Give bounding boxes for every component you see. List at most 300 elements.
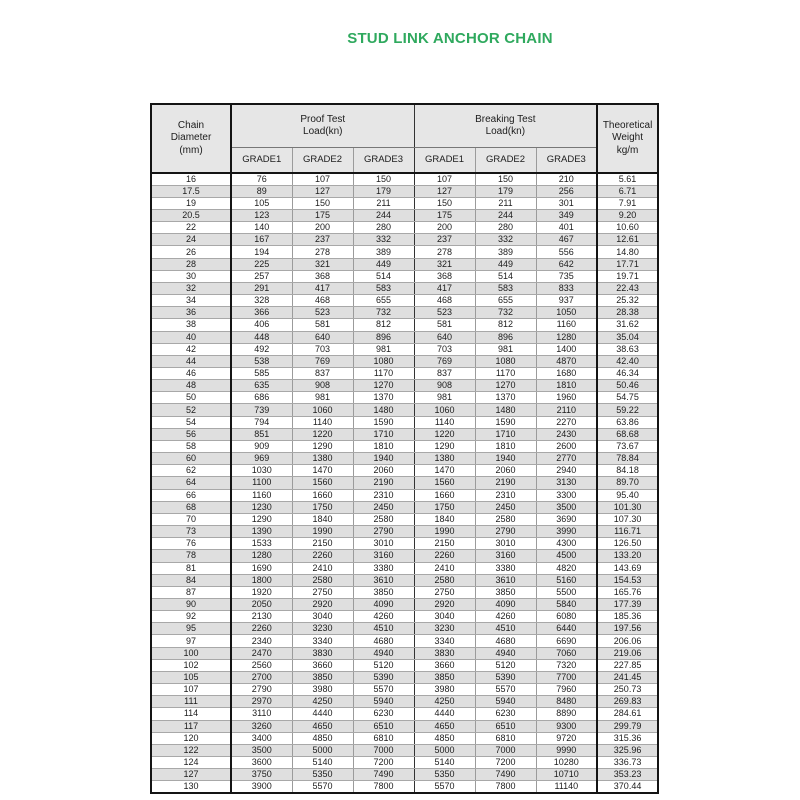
table-cell: 366 bbox=[231, 307, 292, 319]
table-cell: 30 bbox=[151, 270, 231, 282]
table-row bbox=[151, 392, 658, 404]
header-breaking-grade3: GRADE3 bbox=[536, 148, 597, 174]
table-cell: 175 bbox=[292, 209, 353, 221]
table-cell: 3010 bbox=[475, 538, 536, 550]
table-cell: 7800 bbox=[475, 781, 536, 793]
table-row bbox=[151, 234, 658, 246]
table-cell: 3980 bbox=[414, 684, 475, 696]
table-cell: 150 bbox=[292, 197, 353, 209]
table-cell: 48 bbox=[151, 380, 231, 392]
table-cell: 101.30 bbox=[597, 501, 658, 513]
table-cell: 90 bbox=[151, 598, 231, 610]
table-cell: 9.20 bbox=[597, 209, 658, 221]
table-cell: 1590 bbox=[475, 416, 536, 428]
table-cell: 10710 bbox=[536, 769, 597, 781]
table-row bbox=[151, 671, 658, 683]
table-cell: 76 bbox=[231, 173, 292, 185]
table-cell: 1660 bbox=[292, 489, 353, 501]
table-cell: 2580 bbox=[414, 574, 475, 586]
table-cell: 349 bbox=[536, 209, 597, 221]
table-cell: 837 bbox=[292, 368, 353, 380]
table-cell: 206.06 bbox=[597, 635, 658, 647]
table-cell: 124 bbox=[151, 757, 231, 769]
table-cell: 200 bbox=[292, 222, 353, 234]
table-cell: 3230 bbox=[292, 623, 353, 635]
table-cell: 1280 bbox=[231, 550, 292, 562]
table-cell: 583 bbox=[475, 282, 536, 294]
table-cell: 5140 bbox=[292, 757, 353, 769]
table-cell: 1990 bbox=[292, 526, 353, 538]
table-cell: 2340 bbox=[231, 635, 292, 647]
table-cell: 54 bbox=[151, 416, 231, 428]
table-cell: 981 bbox=[475, 343, 536, 355]
header-breaking-test-load: Breaking Test Load(kn) bbox=[414, 104, 597, 148]
table-cell: 3750 bbox=[231, 769, 292, 781]
table-row bbox=[151, 465, 658, 477]
table-cell: 2750 bbox=[292, 586, 353, 598]
table-cell: 8890 bbox=[536, 708, 597, 720]
table-cell: 175 bbox=[414, 209, 475, 221]
table-cell: 197.56 bbox=[597, 623, 658, 635]
table-cell: 31.62 bbox=[597, 319, 658, 331]
table-cell: 5570 bbox=[292, 781, 353, 793]
table-cell: 492 bbox=[231, 343, 292, 355]
table-cell: 1710 bbox=[475, 428, 536, 440]
table-cell: 241.45 bbox=[597, 671, 658, 683]
table-row bbox=[151, 404, 658, 416]
table-cell: 3130 bbox=[536, 477, 597, 489]
table-row bbox=[151, 343, 658, 355]
table-cell: 120 bbox=[151, 732, 231, 744]
table-cell: 1140 bbox=[292, 416, 353, 428]
header-theoretical-weight: Theoretical Weight kg/m bbox=[597, 104, 658, 173]
table-cell: 2430 bbox=[536, 428, 597, 440]
table-cell: 2790 bbox=[475, 526, 536, 538]
table-cell: 3850 bbox=[475, 586, 536, 598]
table-cell: 655 bbox=[353, 295, 414, 307]
table-cell: 686 bbox=[231, 392, 292, 404]
table-cell: 3340 bbox=[292, 635, 353, 647]
table-row bbox=[151, 440, 658, 452]
table-cell: 5.61 bbox=[597, 173, 658, 185]
table-cell: 16 bbox=[151, 173, 231, 185]
table-cell: 2410 bbox=[292, 562, 353, 574]
table-cell: 2060 bbox=[475, 465, 536, 477]
table-cell: 1170 bbox=[353, 368, 414, 380]
table-row bbox=[151, 781, 658, 793]
table-cell: 514 bbox=[475, 270, 536, 282]
table-cell: 219.06 bbox=[597, 647, 658, 659]
table-cell: 7000 bbox=[475, 744, 536, 756]
table-cell: 3690 bbox=[536, 513, 597, 525]
table-cell: 3610 bbox=[353, 574, 414, 586]
table-cell: 5940 bbox=[475, 696, 536, 708]
table-cell: 1480 bbox=[353, 404, 414, 416]
table-cell: 7490 bbox=[353, 769, 414, 781]
table-cell: 5000 bbox=[414, 744, 475, 756]
table-cell: 6080 bbox=[536, 611, 597, 623]
table-cell: 2060 bbox=[353, 465, 414, 477]
table-cell: 60 bbox=[151, 453, 231, 465]
table-cell: 468 bbox=[414, 295, 475, 307]
table-cell: 50 bbox=[151, 392, 231, 404]
table-row bbox=[151, 453, 658, 465]
table-cell: 735 bbox=[536, 270, 597, 282]
table-row bbox=[151, 684, 658, 696]
table-cell: 36 bbox=[151, 307, 231, 319]
table-row bbox=[151, 185, 658, 197]
table-row bbox=[151, 282, 658, 294]
table-cell: 1940 bbox=[475, 453, 536, 465]
table-cell: 133.20 bbox=[597, 550, 658, 562]
table-cell: 14.80 bbox=[597, 246, 658, 258]
table-cell: 9300 bbox=[536, 720, 597, 732]
table-cell: 68.68 bbox=[597, 428, 658, 440]
table-row bbox=[151, 623, 658, 635]
table-cell: 63.86 bbox=[597, 416, 658, 428]
table-cell: 11140 bbox=[536, 781, 597, 793]
table-cell: 1750 bbox=[414, 501, 475, 513]
table-cell: 111 bbox=[151, 696, 231, 708]
table-cell: 38 bbox=[151, 319, 231, 331]
table-cell: 1940 bbox=[353, 453, 414, 465]
table-row bbox=[151, 757, 658, 769]
table-cell: 2190 bbox=[353, 477, 414, 489]
table-cell: 2970 bbox=[231, 696, 292, 708]
table-row bbox=[151, 222, 658, 234]
table-cell: 84.18 bbox=[597, 465, 658, 477]
header-proof-grade2: GRADE2 bbox=[292, 148, 353, 174]
table-cell: 909 bbox=[231, 440, 292, 452]
table-cell: 2580 bbox=[292, 574, 353, 586]
table-cell: 227.85 bbox=[597, 659, 658, 671]
table-body bbox=[151, 173, 658, 793]
table-row bbox=[151, 647, 658, 659]
table-cell: 117 bbox=[151, 720, 231, 732]
table-cell: 585 bbox=[231, 368, 292, 380]
table-cell: 5570 bbox=[353, 684, 414, 696]
table-cell: 3160 bbox=[475, 550, 536, 562]
table-cell: 4260 bbox=[353, 611, 414, 623]
table-cell: 4250 bbox=[414, 696, 475, 708]
table-cell: 368 bbox=[414, 270, 475, 282]
table-cell: 107 bbox=[292, 173, 353, 185]
table-cell: 6690 bbox=[536, 635, 597, 647]
table-cell: 211 bbox=[353, 197, 414, 209]
table-row bbox=[151, 368, 658, 380]
table-cell: 896 bbox=[475, 331, 536, 343]
table-cell: 127 bbox=[292, 185, 353, 197]
table-cell: 769 bbox=[414, 355, 475, 367]
table-cell: 4820 bbox=[536, 562, 597, 574]
table-cell: 6230 bbox=[353, 708, 414, 720]
header-breaking-grade2: GRADE2 bbox=[475, 148, 536, 174]
table-cell: 5500 bbox=[536, 586, 597, 598]
table-row bbox=[151, 355, 658, 367]
table-cell: 4500 bbox=[536, 550, 597, 562]
table-cell: 3300 bbox=[536, 489, 597, 501]
table-cell: 581 bbox=[414, 319, 475, 331]
table-cell: 1270 bbox=[353, 380, 414, 392]
table-cell: 19 bbox=[151, 197, 231, 209]
table-row bbox=[151, 197, 658, 209]
table-cell: 3110 bbox=[231, 708, 292, 720]
table-cell: 449 bbox=[475, 258, 536, 270]
table-cell: 2150 bbox=[292, 538, 353, 550]
table-cell: 1100 bbox=[231, 477, 292, 489]
table-cell: 154.53 bbox=[597, 574, 658, 586]
table-cell: 2450 bbox=[353, 501, 414, 513]
table-cell: 10.60 bbox=[597, 222, 658, 234]
table-row bbox=[151, 295, 658, 307]
table-cell: 280 bbox=[475, 222, 536, 234]
table-cell: 837 bbox=[414, 368, 475, 380]
table-cell: 1160 bbox=[536, 319, 597, 331]
table-cell: 70 bbox=[151, 513, 231, 525]
table-row bbox=[151, 720, 658, 732]
table-cell: 4870 bbox=[536, 355, 597, 367]
table-cell: 244 bbox=[353, 209, 414, 221]
table-cell: 2920 bbox=[292, 598, 353, 610]
table-cell: 4940 bbox=[353, 647, 414, 659]
table-cell: 1380 bbox=[414, 453, 475, 465]
table-cell: 59.22 bbox=[597, 404, 658, 416]
table-cell: 1840 bbox=[292, 513, 353, 525]
table-cell: 2450 bbox=[475, 501, 536, 513]
table-cell: 981 bbox=[353, 343, 414, 355]
table-cell: 1810 bbox=[475, 440, 536, 452]
table-cell: 5840 bbox=[536, 598, 597, 610]
header-breaking-grade1: GRADE1 bbox=[414, 148, 475, 174]
table-cell: 3260 bbox=[231, 720, 292, 732]
table-row bbox=[151, 708, 658, 720]
table-cell: 68 bbox=[151, 501, 231, 513]
table-cell: 46 bbox=[151, 368, 231, 380]
table-cell: 1800 bbox=[231, 574, 292, 586]
table-cell: 2260 bbox=[414, 550, 475, 562]
table-cell: 150 bbox=[414, 197, 475, 209]
table-cell: 581 bbox=[292, 319, 353, 331]
table-cell: 556 bbox=[536, 246, 597, 258]
table-cell: 2150 bbox=[414, 538, 475, 550]
table-cell: 64 bbox=[151, 477, 231, 489]
table-cell: 1400 bbox=[536, 343, 597, 355]
table-cell: 3600 bbox=[231, 757, 292, 769]
table-row bbox=[151, 258, 658, 270]
header-proof-grade3: GRADE3 bbox=[353, 148, 414, 174]
table-cell: 2190 bbox=[475, 477, 536, 489]
table-cell: 7800 bbox=[353, 781, 414, 793]
table-cell: 794 bbox=[231, 416, 292, 428]
table-cell: 35.04 bbox=[597, 331, 658, 343]
table-cell: 291 bbox=[231, 282, 292, 294]
table-cell: 3380 bbox=[475, 562, 536, 574]
table-cell: 353.23 bbox=[597, 769, 658, 781]
table-row bbox=[151, 611, 658, 623]
table-cell: 244 bbox=[475, 209, 536, 221]
table-cell: 4850 bbox=[292, 732, 353, 744]
table-cell: 97 bbox=[151, 635, 231, 647]
table-cell: 7060 bbox=[536, 647, 597, 659]
table-cell: 3980 bbox=[292, 684, 353, 696]
table-cell: 12.61 bbox=[597, 234, 658, 246]
table-cell: 5120 bbox=[475, 659, 536, 671]
table-cell: 28.38 bbox=[597, 307, 658, 319]
table-cell: 1160 bbox=[231, 489, 292, 501]
table-cell: 2310 bbox=[353, 489, 414, 501]
table-cell: 89 bbox=[231, 185, 292, 197]
table-cell: 336.73 bbox=[597, 757, 658, 769]
table-cell: 4440 bbox=[292, 708, 353, 720]
table-cell: 127 bbox=[414, 185, 475, 197]
table-cell: 250.73 bbox=[597, 684, 658, 696]
table-cell: 2770 bbox=[536, 453, 597, 465]
table-cell: 54.75 bbox=[597, 392, 658, 404]
table-cell: 315.36 bbox=[597, 732, 658, 744]
table-cell: 3830 bbox=[292, 647, 353, 659]
table-cell: 1990 bbox=[414, 526, 475, 538]
table-cell: 468 bbox=[292, 295, 353, 307]
table-cell: 46.34 bbox=[597, 368, 658, 380]
table-row bbox=[151, 501, 658, 513]
table-cell: 73.67 bbox=[597, 440, 658, 452]
table-cell: 1060 bbox=[414, 404, 475, 416]
table-cell: 6810 bbox=[475, 732, 536, 744]
table-cell: 22.43 bbox=[597, 282, 658, 294]
table-cell: 4940 bbox=[475, 647, 536, 659]
page-title: STUD LINK ANCHOR CHAIN bbox=[347, 30, 553, 47]
table-cell: 417 bbox=[414, 282, 475, 294]
table-cell: 102 bbox=[151, 659, 231, 671]
table-cell: 642 bbox=[536, 258, 597, 270]
table-cell: 3850 bbox=[353, 586, 414, 598]
table-cell: 523 bbox=[414, 307, 475, 319]
table-row bbox=[151, 319, 658, 331]
table-cell: 5570 bbox=[414, 781, 475, 793]
table-cell: 116.71 bbox=[597, 526, 658, 538]
table-cell: 92 bbox=[151, 611, 231, 623]
table-cell: 2050 bbox=[231, 598, 292, 610]
table-cell: 100 bbox=[151, 647, 231, 659]
table-cell: 1290 bbox=[414, 440, 475, 452]
table-cell: 981 bbox=[292, 392, 353, 404]
table-cell: 449 bbox=[353, 258, 414, 270]
table-row bbox=[151, 477, 658, 489]
table-row bbox=[151, 331, 658, 343]
table-cell: 1060 bbox=[292, 404, 353, 416]
table-cell: 5140 bbox=[414, 757, 475, 769]
table-cell: 5390 bbox=[353, 671, 414, 683]
table-cell: 34 bbox=[151, 295, 231, 307]
table-cell: 1710 bbox=[353, 428, 414, 440]
table-cell: 1960 bbox=[536, 392, 597, 404]
table-cell: 38.63 bbox=[597, 343, 658, 355]
table-cell: 896 bbox=[353, 331, 414, 343]
table-cell: 8480 bbox=[536, 696, 597, 708]
table-cell: 3500 bbox=[536, 501, 597, 513]
table-cell: 4250 bbox=[292, 696, 353, 708]
table-cell: 2920 bbox=[414, 598, 475, 610]
table-cell: 4650 bbox=[292, 720, 353, 732]
table-cell: 332 bbox=[353, 234, 414, 246]
table-cell: 2410 bbox=[414, 562, 475, 574]
table-row bbox=[151, 513, 658, 525]
table-cell: 523 bbox=[292, 307, 353, 319]
table-cell: 89.70 bbox=[597, 477, 658, 489]
table-cell: 5350 bbox=[292, 769, 353, 781]
table-cell: 812 bbox=[353, 319, 414, 331]
table-cell: 1920 bbox=[231, 586, 292, 598]
table-cell: 401 bbox=[536, 222, 597, 234]
table-cell: 194 bbox=[231, 246, 292, 258]
table-row bbox=[151, 659, 658, 671]
chain-spec-table bbox=[150, 103, 659, 794]
table-cell: 981 bbox=[414, 392, 475, 404]
table-row bbox=[151, 538, 658, 550]
table-cell: 4260 bbox=[475, 611, 536, 623]
table-cell: 7000 bbox=[353, 744, 414, 756]
table-cell: 105 bbox=[151, 671, 231, 683]
table-cell: 44 bbox=[151, 355, 231, 367]
table-cell: 448 bbox=[231, 331, 292, 343]
table-cell: 123 bbox=[231, 209, 292, 221]
table-row bbox=[151, 550, 658, 562]
table-cell: 150 bbox=[475, 173, 536, 185]
table-cell: 177.39 bbox=[597, 598, 658, 610]
table-cell: 1390 bbox=[231, 526, 292, 538]
table-cell: 6440 bbox=[536, 623, 597, 635]
table-cell: 328 bbox=[231, 295, 292, 307]
table-row bbox=[151, 562, 658, 574]
table-cell: 114 bbox=[151, 708, 231, 720]
table-cell: 56 bbox=[151, 428, 231, 440]
table-cell: 3850 bbox=[414, 671, 475, 683]
table-row bbox=[151, 586, 658, 598]
table-cell: 95.40 bbox=[597, 489, 658, 501]
table-cell: 87 bbox=[151, 586, 231, 598]
table-cell: 1590 bbox=[353, 416, 414, 428]
table-cell: 42.40 bbox=[597, 355, 658, 367]
table-cell: 107.30 bbox=[597, 513, 658, 525]
table-cell: 2130 bbox=[231, 611, 292, 623]
table-cell: 1470 bbox=[414, 465, 475, 477]
table-cell: 2310 bbox=[475, 489, 536, 501]
table-row bbox=[151, 635, 658, 647]
table-cell: 635 bbox=[231, 380, 292, 392]
table-cell: 52 bbox=[151, 404, 231, 416]
table-row bbox=[151, 598, 658, 610]
table-cell: 9990 bbox=[536, 744, 597, 756]
table-row bbox=[151, 744, 658, 756]
table-cell: 5160 bbox=[536, 574, 597, 586]
table-cell: 26 bbox=[151, 246, 231, 258]
table-cell: 3380 bbox=[353, 562, 414, 574]
table-cell: 7200 bbox=[475, 757, 536, 769]
table-cell: 2260 bbox=[231, 623, 292, 635]
table-cell: 389 bbox=[475, 246, 536, 258]
table-cell: 4090 bbox=[475, 598, 536, 610]
table-cell: 2700 bbox=[231, 671, 292, 683]
table-cell: 1810 bbox=[536, 380, 597, 392]
table-cell: 1370 bbox=[353, 392, 414, 404]
table-cell: 332 bbox=[475, 234, 536, 246]
table-cell: 703 bbox=[414, 343, 475, 355]
table-cell: 1690 bbox=[231, 562, 292, 574]
header-group-row bbox=[151, 104, 658, 148]
table-cell: 20.5 bbox=[151, 209, 231, 221]
table-cell: 269.83 bbox=[597, 696, 658, 708]
table-cell: 406 bbox=[231, 319, 292, 331]
